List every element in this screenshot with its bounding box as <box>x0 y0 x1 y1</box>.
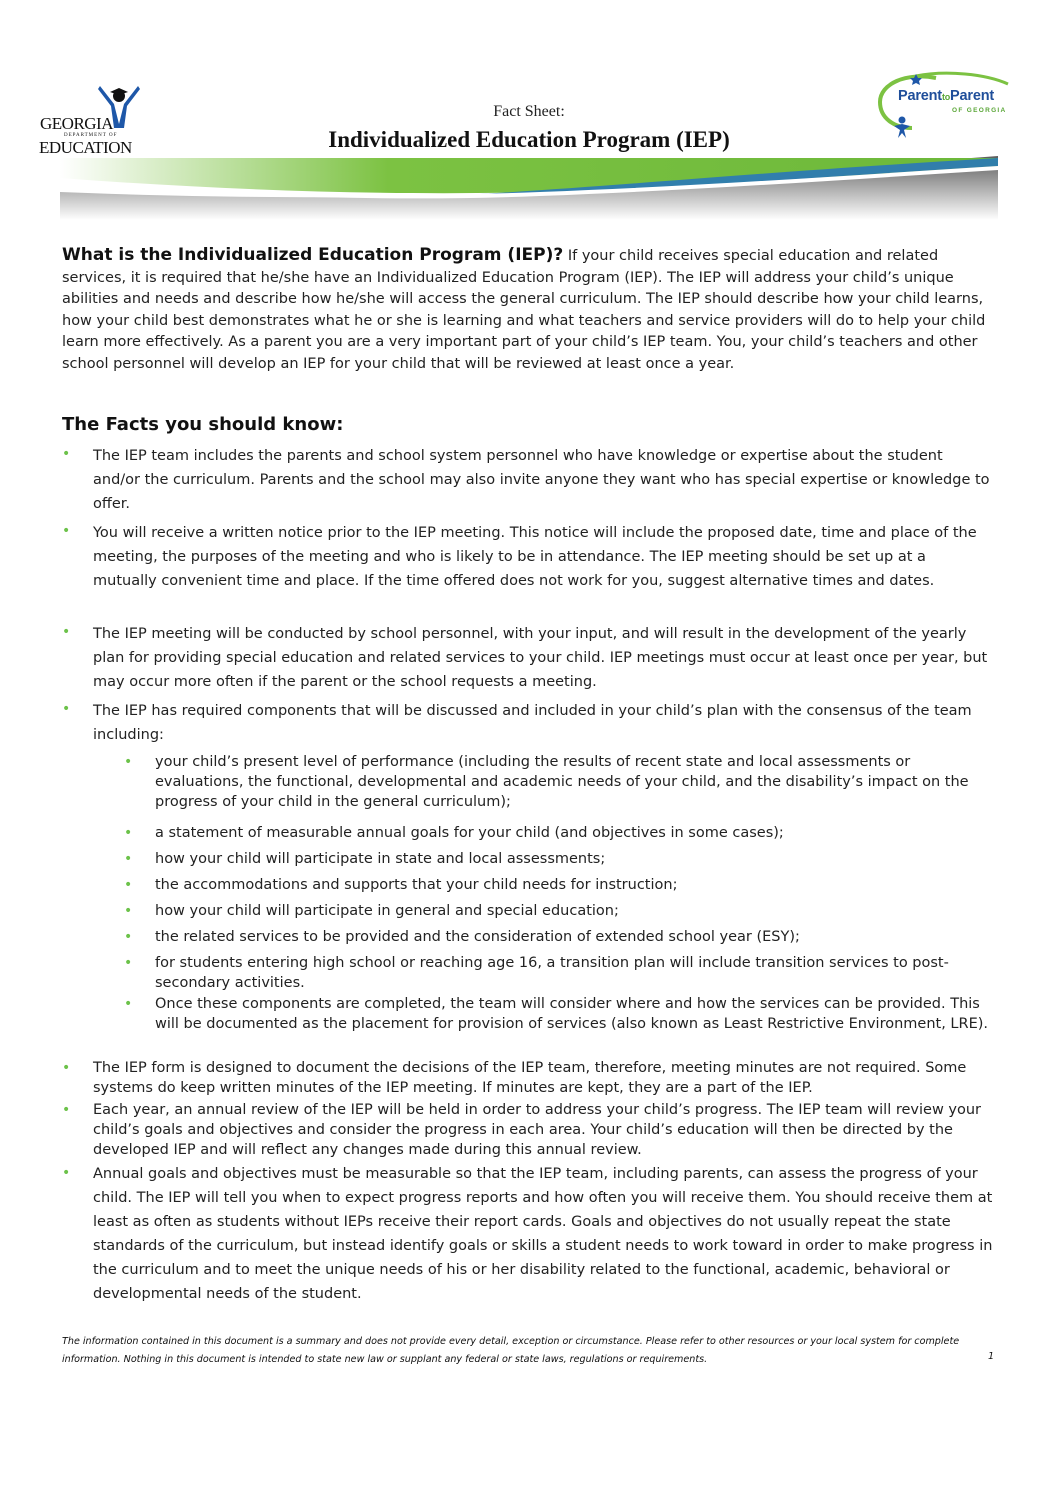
fact-item: The IEP form is designed to document the decisions of the IEP team, therefore, meeting minutes are not required. Some systems do keep written minutes of the IEP meeting. If minutes are kept, they are a part of the IEP. <box>93 1060 967 1096</box>
bullet-icon <box>124 956 134 966</box>
intro-question: What is the Individualized Education Program (IEP)? <box>62 245 564 265</box>
facts-heading: The Facts you should know: <box>62 414 344 435</box>
fact-sheet-label: Fact Sheet: <box>493 103 565 120</box>
page-number: 1 <box>988 1351 995 1362</box>
component-item: how your child will participate in state and local assessments; <box>155 851 606 867</box>
footer-disclaimer: The information contained in this document is a summary and does not provide every detail, exception or circumstance. Please refer to other resources or your local system for complete information. Nothing in this document is intended to state new law or supplant any federal or state laws, regulations or requirements. <box>62 1336 960 1365</box>
fact-item: Annual goals and objectives must be measurable so that the IEP team, including parents, can assess the progress of your child. The IEP will tell you when to expect progress reports and how often you will receive them. You should receive them at least as often as students without IEPs receive their report cards. Goals and objectives do not usually repeat the state standards of the curriculum, but instead identify goals or skills a student needs to work toward in order to make progress in the curriculum and to meet the unique needs of his or her disability related to the functional, academic, behavioral or developmental needs of the student. <box>93 1166 993 1302</box>
bullet-icon <box>62 625 72 635</box>
logo-line-department: DEPARTMENT OF <box>64 133 118 138</box>
bullet-icon <box>124 878 134 888</box>
header-banner <box>60 152 998 220</box>
fact-item: The IEP team includes the parents and school system personnel who have knowledge or expertise about the student and/or the curriculum. Parents and the school may also invite anyone they want who has special expertise or knowledge to offer. <box>93 448 990 512</box>
component-item: a statement of measurable annual goals for your child (and objectives in some cases); <box>155 825 784 841</box>
fact-item: The IEP meeting will be conducted by school personnel, with your input, and will result in the development of the yearly plan for providing special education and related services to your child. IEP meetings must occur at least once per year, but may occur more often if the parent or the school requests a meeting. <box>93 626 988 690</box>
bullet-icon <box>124 755 134 765</box>
bullet-icon <box>62 1103 72 1113</box>
p2p-subtitle: OF GEORGIA <box>952 107 1007 114</box>
component-item: the accommodations and supports that your child needs for instruction; <box>155 877 678 893</box>
logo-line-georgia: GEORGIA <box>40 114 113 133</box>
component-item: Once these components are completed, the team will consider where and how the services can be provided. This will be documented as the placement for provision of services (also known as Least Restrictive Environment, LRE). <box>155 996 988 1032</box>
bullet-icon <box>62 1166 72 1176</box>
bullet-icon <box>62 447 72 457</box>
bullet-icon <box>62 1061 72 1071</box>
component-item: how your child will participate in general and special education; <box>155 903 619 919</box>
bullet-icon <box>124 997 134 1007</box>
component-item: for students entering high school or reaching age 16, a transition plan will include transition services to post-secondary activities. <box>155 955 949 991</box>
intro-paragraph <box>62 245 992 375</box>
bullet-icon <box>62 702 72 712</box>
fact-item: Each year, an annual review of the IEP will be held in order to address your child’s progress. The IEP team will review your child’s goals and objectives and consider the progress in each area. Your child’s education will then be directed by the developed IEP and will reflect any changes made during this annual review. <box>93 1102 982 1158</box>
component-item: your child’s present level of performance (including the results of recent state and local assessments or evaluations, the functional, developmental and academic needs of your child, and the disability’s impact on the progress of your child in the general curriculum); <box>155 754 969 810</box>
bullet-icon <box>62 524 72 534</box>
bullet-icon <box>124 852 134 862</box>
bullet-icon <box>124 826 134 836</box>
p2p-name: ParenttoParent <box>898 88 994 104</box>
page-title: Individualized Education Program (IEP) <box>328 127 730 152</box>
bullet-icon <box>124 904 134 914</box>
fact-item: You will receive a written notice prior to the IEP meeting. This notice will include the proposed date, time and place of the meeting, the purposes of the meeting and who is likely to be in attendance. The IEP meeting should be set up at a mutually convenient time and place. If the time offered does not work for you, suggest alternative times and dates. <box>93 525 977 589</box>
bullet-icon <box>124 930 134 940</box>
intro-body: If your child receives special education and related services, it is required that he/she have an Individualized Education Program (IEP). The IEP will address your child’s unique abilities and needs and describe how he/she will access the general curriculum. The IEP should describe how your child learns, how your child best demonstrates what he or she is learning and what teachers and service providers will do to help your child learn more effectively. As a parent you are a very important part of your child’s IEP team. You, your child’s teachers and other school personnel will develop an IEP for your child that will be reviewed at least once a year. <box>62 248 986 372</box>
logo-line-education: EDUCATION <box>39 138 132 157</box>
fact-item: The IEP has required components that will be discussed and included in your child’s plan with the consensus of the team including: <box>93 703 972 743</box>
component-item: the related services to be provided and the consideration of extended school year (ESY); <box>155 929 800 945</box>
